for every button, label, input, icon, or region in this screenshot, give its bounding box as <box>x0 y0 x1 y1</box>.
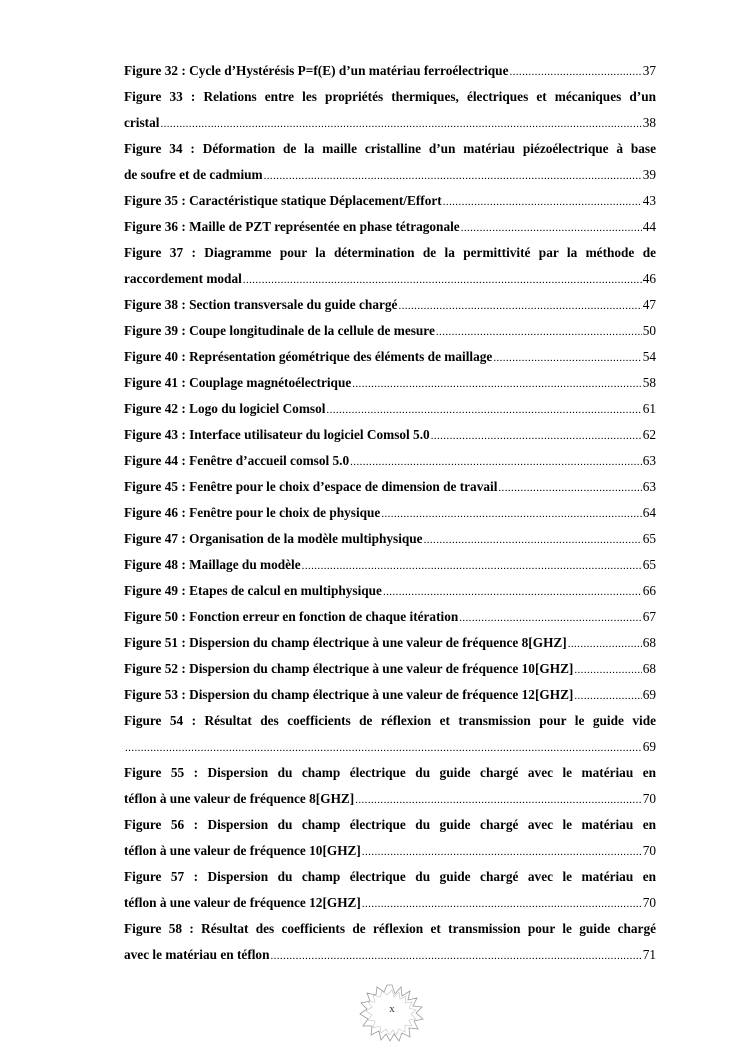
toc-entry-label: Figure 38 : Section transversale du guide chargé <box>124 297 398 312</box>
toc-entry[interactable] <box>124 682 656 708</box>
toc-entry-page: 71 <box>642 947 656 962</box>
toc-entry[interactable] <box>124 578 656 604</box>
toc-entry-label: Figure 39 : Coupe longitudinale de la cellule de mesure <box>124 323 435 338</box>
toc-entry-label: Figure 43 : Interface utilisateur du logiciel Comsol 5.0 <box>124 427 430 442</box>
dot-leader <box>350 449 642 475</box>
toc-entry-first-line[interactable]: Figure 55 : Dispersion du champ électrique du guide chargé avec le matériau en <box>124 765 656 780</box>
toc-entry-page: 54 <box>642 349 656 364</box>
dot-leader <box>125 735 642 761</box>
toc-entry-page: 65 <box>642 531 656 546</box>
toc-entry-label: téflon à une valeur de fréquence 10[GHZ] <box>124 843 361 858</box>
page-number: x <box>389 1003 395 1015</box>
toc-entry[interactable] <box>124 344 656 370</box>
toc-entry[interactable] <box>124 448 656 474</box>
toc-entry[interactable] <box>124 422 656 448</box>
toc-entry[interactable] <box>124 838 656 864</box>
toc-entry[interactable] <box>124 656 656 682</box>
toc-entry[interactable] <box>124 318 656 344</box>
toc-entry-page: 70 <box>642 843 656 858</box>
toc-entry-page: 67 <box>642 609 656 624</box>
toc-entry-label: Figure 46 : Fenêtre pour le choix de physique <box>124 505 381 520</box>
toc-entry[interactable] <box>124 942 656 968</box>
dot-leader <box>493 345 641 371</box>
dot-leader <box>461 215 642 241</box>
toc-entry-page: 61 <box>642 401 656 416</box>
toc-entry-first-line[interactable]: Figure 57 : Dispersion du champ électrique du guide chargé avec le matériau en <box>124 869 656 884</box>
toc-entry-label: Figure 41 : Couplage magnétoélectrique <box>124 375 352 390</box>
toc-entry-label: Figure 32 : Cycle d’Hystérésis P=f(E) d’un matériau ferroélectrique <box>124 63 509 78</box>
toc-entry-page: 65 <box>642 557 656 572</box>
toc-entry[interactable] <box>124 214 656 240</box>
toc-entry-label: de soufre et de cadmium <box>124 167 263 182</box>
toc-entry[interactable] <box>124 552 656 578</box>
dot-leader <box>243 267 642 293</box>
toc-entry-page: 43 <box>642 193 656 208</box>
dot-leader <box>443 189 642 215</box>
dot-leader <box>381 501 641 527</box>
dot-leader <box>568 631 642 657</box>
toc-entry-label: Figure 47 : Organisation de la modèle multiphysique <box>124 531 423 546</box>
toc-entry[interactable] <box>124 292 656 318</box>
toc-entry-first-line[interactable]: Figure 37 : Diagramme pour la détermination de la permittivité par la méthode de <box>124 245 656 260</box>
toc-entry[interactable] <box>124 500 656 526</box>
toc-entry[interactable] <box>124 396 656 422</box>
toc-entry-label: Figure 48 : Maillage du modèle <box>124 557 301 572</box>
dot-leader <box>436 319 642 345</box>
dot-leader <box>459 605 641 631</box>
toc-entry-page: 58 <box>642 375 656 390</box>
dot-leader <box>509 59 641 85</box>
dot-leader <box>352 371 641 397</box>
toc-entry-first-line[interactable]: Figure 33 : Relations entre les propriétés thermiques, électriques et mécaniques d’un <box>124 89 656 104</box>
toc-entry-first-line[interactable]: Figure 56 : Dispersion du champ électrique du guide chargé avec le matériau en <box>124 817 656 832</box>
toc-entry-page: 70 <box>642 791 656 806</box>
toc-entry-page: 68 <box>642 661 656 676</box>
toc-entry-label: Figure 36 : Maille de PZT représentée en phase tétragonale <box>124 219 460 234</box>
toc-entry-page: 64 <box>642 505 656 520</box>
dot-leader <box>498 475 641 501</box>
toc-entry-label: Figure 53 : Dispersion du champ électrique à une valeur de fréquence 12[GHZ] <box>124 687 574 702</box>
toc-entry-page: 46 <box>642 271 656 286</box>
toc-entry-page: 70 <box>642 895 656 910</box>
toc-entry[interactable] <box>124 162 656 188</box>
toc-entry-page: 47 <box>642 297 656 312</box>
toc-entry-label: téflon à une valeur de fréquence 12[GHZ] <box>124 895 361 910</box>
toc-entry-label: avec le matériau en téflon <box>124 947 270 962</box>
dot-leader <box>355 787 641 813</box>
toc-entry-page: 66 <box>642 583 656 598</box>
dot-leader <box>398 293 641 319</box>
toc-entry-label: Figure 35 : Caractéristique statique Déplacement/Effort <box>124 193 442 208</box>
dot-leader <box>362 839 642 865</box>
toc-entry-label: Figure 49 : Etapes de calcul en multiphysique <box>124 583 382 598</box>
toc-entry[interactable] <box>124 58 656 84</box>
toc-entry-page: 50 <box>642 323 656 338</box>
toc-entry-label: Figure 40 : Représentation géométrique des éléments de maillage <box>124 349 493 364</box>
toc-entry[interactable] <box>124 474 656 500</box>
toc-entry[interactable] <box>124 526 656 552</box>
toc-entry-label: Figure 42 : Logo du logiciel Comsol <box>124 401 326 416</box>
toc-entry-page: 68 <box>642 635 656 650</box>
toc-entry-page: 63 <box>642 479 656 494</box>
dot-leader <box>302 553 642 579</box>
dot-leader <box>574 657 641 683</box>
dot-leader <box>383 579 642 605</box>
toc-entry[interactable] <box>124 630 656 656</box>
toc-entry-first-line[interactable]: Figure 58 : Résultat des coefficients de réflexion et transmission pour le guide chargé <box>124 921 656 936</box>
toc-entry-page: 44 <box>642 219 656 234</box>
toc-entry-label: Figure 52 : Dispersion du champ électrique à une valeur de fréquence 10[GHZ] <box>124 661 574 676</box>
toc-entry-label: Figure 44 : Fenêtre d’accueil comsol 5.0 <box>124 453 350 468</box>
dot-leader <box>326 397 641 423</box>
dot-leader <box>574 683 641 709</box>
toc-entry-page: 69 <box>642 739 656 754</box>
toc-entry-label: raccordement modal <box>124 271 242 286</box>
toc-entry-page: 63 <box>642 453 656 468</box>
toc-entry[interactable] <box>124 266 656 292</box>
toc-entry[interactable] <box>124 188 656 214</box>
toc-entry[interactable] <box>124 786 656 812</box>
toc-entry[interactable] <box>124 890 656 916</box>
toc-entry-label: cristal <box>124 115 160 130</box>
dot-leader <box>431 423 642 449</box>
dot-leader <box>160 111 641 137</box>
toc-entry-page: 39 <box>642 167 656 182</box>
dot-leader <box>362 891 642 917</box>
dot-leader <box>270 943 641 969</box>
toc-entry-page: 38 <box>642 115 656 130</box>
toc-entry[interactable] <box>124 110 656 136</box>
table-of-figures <box>124 58 656 968</box>
dot-leader <box>264 163 642 189</box>
toc-entry-label: téflon à une valeur de fréquence 8[GHZ] <box>124 791 355 806</box>
toc-entry[interactable] <box>124 734 656 760</box>
dot-leader <box>424 527 642 553</box>
toc-entry-page: 62 <box>642 427 656 442</box>
toc-entry-page: 69 <box>642 687 656 702</box>
toc-entry[interactable] <box>124 370 656 396</box>
toc-entry-label: Figure 45 : Fenêtre pour le choix d’espace de dimension de travail <box>124 479 498 494</box>
toc-entry-first-line[interactable]: Figure 54 : Résultat des coefficients de réflexion et transmission pour le guide vide <box>124 713 656 728</box>
toc-entry-first-line[interactable]: Figure 34 : Déformation de la maille cristalline d’un matériau piézoélectrique à base <box>124 141 656 156</box>
toc-entry-label: Figure 51 : Dispersion du champ électrique à une valeur de fréquence 8[GHZ] <box>124 635 567 650</box>
toc-entry-label: Figure 50 : Fonction erreur en fonction de chaque itération <box>124 609 459 624</box>
toc-entry-page: 37 <box>642 63 656 78</box>
toc-entry[interactable] <box>124 604 656 630</box>
